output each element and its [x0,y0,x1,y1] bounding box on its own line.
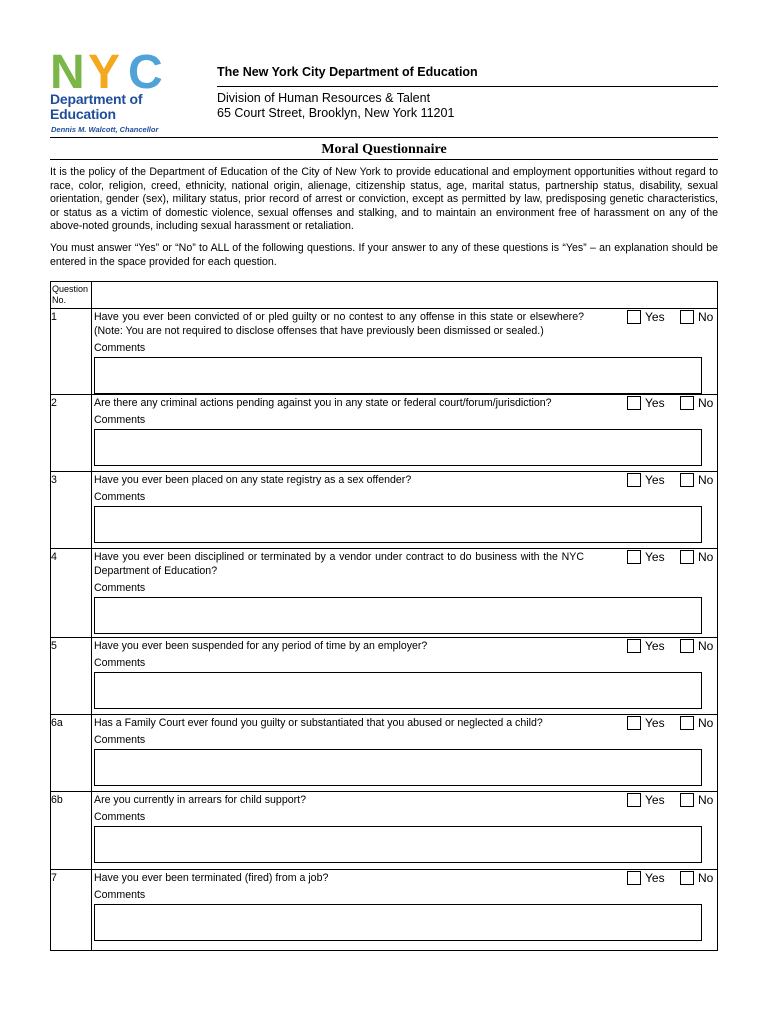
question-number: 7 [51,872,57,884]
comments-label: Comments [94,657,146,669]
yes-checkbox[interactable] [627,716,641,730]
yes-option[interactable] [627,396,665,410]
comments-input[interactable] [94,904,702,941]
question-number: 6b [51,794,63,806]
no-label: No [698,473,714,487]
no-checkbox[interactable] [680,871,694,885]
title-bottom-rule [50,159,718,160]
table-row [51,870,717,952]
nyc-doe-logo [50,50,170,136]
question-text: Have you ever been convicted of or pled guilty or no contest to any offense in this state or elsewhere? (Note: You are not required to disclose offenses that have previously been dismissed or sealed.) [94,311,584,337]
instructions-paragraph: You must answer “Yes” or “No” to ALL of the following questions. If your answer to any of these questions is “Yes” – an explanation should be entered in the space provided for each question. [50,242,718,268]
question-number: 1 [51,311,57,323]
no-checkbox[interactable] [680,396,694,410]
comments-label: Comments [94,491,146,503]
yes-checkbox[interactable] [627,639,641,653]
yes-checkbox[interactable] [627,871,641,885]
no-option[interactable] [680,716,713,730]
no-checkbox[interactable] [680,793,694,807]
table-row [51,792,717,870]
yes-checkbox[interactable] [627,310,641,324]
no-checkbox[interactable] [680,310,694,324]
question-text: Are there any criminal actions pending against you in any state or federal court/forum/jurisdiction? [94,397,552,409]
question-number: 2 [51,397,57,409]
yes-checkbox[interactable] [627,473,641,487]
yes-label: Yes [645,793,665,807]
question-text: Have you ever been disciplined or terminated by a vendor under contract to do business with the NYC Department of Education? [94,551,584,577]
no-option[interactable] [680,871,713,885]
comments-input[interactable] [94,429,702,466]
comments-label: Comments [94,811,146,823]
comments-label: Comments [94,889,146,901]
yes-label: Yes [645,396,665,410]
questions-table [50,281,718,951]
yes-label: Yes [645,639,665,653]
yes-label: Yes [645,871,665,885]
no-label: No [698,716,714,730]
yes-option[interactable] [627,716,665,730]
no-label: No [698,550,714,564]
yes-checkbox[interactable] [627,793,641,807]
yes-label: Yes [645,550,665,564]
question-number: 6a [51,717,63,729]
no-checkbox[interactable] [680,473,694,487]
yes-option[interactable] [627,550,665,564]
logo-chancellor: Dennis M. Walcott, Chancellor [51,125,159,134]
table-row [51,638,717,715]
comments-label: Comments [94,342,146,354]
table-row [51,309,717,395]
comments-label: Comments [94,414,146,426]
no-checkbox[interactable] [680,550,694,564]
yes-label: Yes [645,473,665,487]
yes-option[interactable] [627,473,665,487]
no-option[interactable] [680,550,713,564]
question-text: Have you ever been suspended for any period of time by an employer? [94,640,428,652]
svg-text:N: N [50,50,82,92]
no-label: No [698,793,714,807]
header-divider [217,86,718,87]
yes-checkbox[interactable] [627,550,641,564]
no-label: No [698,871,714,885]
question-number: 3 [51,474,57,486]
yes-option[interactable] [627,871,665,885]
table-row [51,472,717,549]
no-label: No [698,639,714,653]
no-checkbox[interactable] [680,639,694,653]
no-label: No [698,396,714,410]
no-option[interactable] [680,473,713,487]
title-top-rule [50,137,718,138]
nyc-logo-mark [50,50,168,92]
logo-dept-line1: Department of [50,91,143,107]
no-option[interactable] [680,639,713,653]
no-option[interactable] [680,396,713,410]
question-number: 4 [51,551,57,563]
svg-text:C: C [128,50,163,92]
logo-department-text [50,92,142,122]
yes-label: Yes [645,716,665,730]
no-option[interactable] [680,793,713,807]
no-checkbox[interactable] [680,716,694,730]
comments-label: Comments [94,734,146,746]
policy-paragraph: It is the policy of the Department of Education of the City of New York to provide educational and employment opportunities without regard to race, color, religion, creed, ethnicity, national origin, alienage, citizenship status, age, marital status, partnership status, disability, sexual orientation, gender (sex), military status, prior record of arrest or conviction, except as permitted by law, predisposing genetic characteristics, or status as a victim of domestic violence, sexual offenses and stalking, and to maintain an environment free of harassment on any of the above-noted grounds, including sexual harassment or retaliation. [50,166,718,232]
comments-input[interactable] [94,826,702,863]
table-row [51,549,717,638]
header-question-no: Question No. [52,284,89,305]
yes-checkbox[interactable] [627,396,641,410]
header-title: The New York City Department of Education [217,65,478,79]
comments-input[interactable] [94,749,702,786]
yes-label: Yes [645,310,665,324]
question-text: Have you ever been terminated (fired) from a job? [94,872,329,884]
comments-input[interactable] [94,672,702,709]
header-division: Division of Human Resources & Talent [217,91,431,105]
question-number: 5 [51,640,57,652]
comments-input[interactable] [94,597,702,634]
table-row [51,395,717,472]
form-title: Moral Questionnaire [321,142,447,157]
comments-input[interactable] [94,357,702,394]
question-text: Have you ever been placed on any state registry as a sex offender? [94,474,412,486]
no-option[interactable] [680,310,713,324]
question-text: Are you currently in arrears for child support? [94,794,306,806]
yes-option[interactable] [627,793,665,807]
no-label: No [698,310,714,324]
comments-input[interactable] [94,506,702,543]
question-text: Has a Family Court ever found you guilty or substantiated that you abused or neglected a child? [94,717,543,729]
table-row [51,715,717,792]
yes-option[interactable] [627,310,665,324]
comments-label: Comments [94,582,146,594]
svg-text:Y: Y [88,50,121,92]
logo-dept-line2: Education [50,106,116,122]
yes-option[interactable] [627,639,665,653]
header-address: 65 Court Street, Brooklyn, New York 11201 [217,106,455,120]
